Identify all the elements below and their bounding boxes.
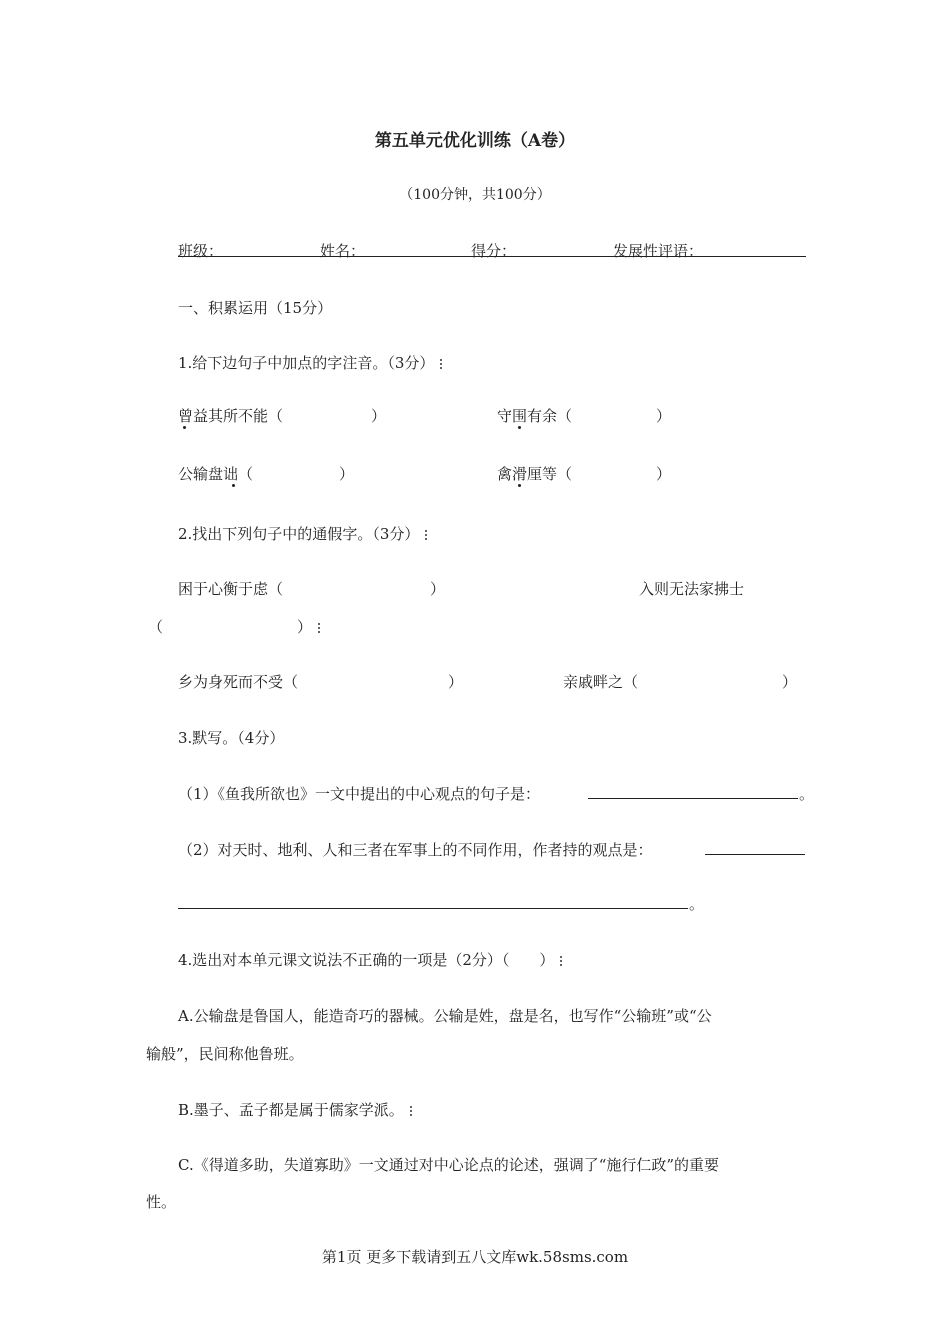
q2-item-2-close: ） [297, 616, 320, 637]
q2-item-2: 入则无法家拂士 [639, 580, 745, 598]
q1-item-1-close: ） [371, 407, 387, 425]
q1-item-3: 公输盘诎（ [178, 465, 254, 483]
q2-item-3: 乡为身死而不受（ [178, 673, 299, 691]
question-3-stem: 3.默写。（4分） [178, 729, 285, 747]
answer-blank [178, 908, 688, 909]
emphasis-dot [183, 426, 186, 429]
answer-blank [705, 854, 805, 855]
q3-part-2-end: 。 [689, 895, 705, 913]
q2-item-3-close: ） [448, 673, 464, 691]
q1-item-2: 守围有余（ [497, 407, 573, 425]
q1-item-2-close: ） [656, 407, 672, 425]
exam-duration: （100分钟，共100分） [399, 187, 551, 203]
page-title: 第五单元优化训练（A卷） [374, 131, 576, 151]
option-c-line-1: C.《得道多助，失道寡助》一文通过对中心论点的论述，强调了“施行仁政”的重要 [178, 1156, 720, 1174]
comment-label: 发展性评语： [613, 242, 704, 260]
option-c-line-2: 性。 [146, 1193, 177, 1211]
info-underline [178, 256, 806, 257]
question-2-stem: 2.找出下列句子中的通假字。（3分） [178, 523, 427, 544]
q2-item-1: 困于心衡于虑（ [178, 580, 284, 598]
ellipsis-icon [410, 1104, 412, 1118]
section-heading: 一、积累运用（15分） [178, 299, 333, 317]
score-label: 得分： [471, 242, 517, 260]
emphasis-dot [518, 484, 521, 487]
q2-item-1-close: ） [430, 580, 446, 598]
ellipsis-icon [318, 621, 320, 635]
q1-item-3-close: ） [339, 465, 355, 483]
option-a-line-2: 输般”，民间称他鲁班。 [146, 1045, 304, 1063]
ellipsis-icon [560, 954, 562, 968]
q1-item-1: 曾益其所不能（ [178, 407, 284, 425]
answer-blank [588, 798, 798, 799]
q2-item-4: 亲戚畔之（ [563, 673, 639, 691]
name-label: 姓名： [320, 242, 366, 260]
q2-item-4-close: ） [782, 673, 798, 691]
question-4-stem: 4.选出对本单元课文说法不正确的一项是（2分）（ ） [178, 949, 562, 970]
q3-part-2: （2）对天时、地利、人和三者在军事上的不同作用，作者持的观点是： [178, 841, 653, 859]
ellipsis-icon [425, 528, 427, 542]
question-1-stem: 1.给下边句子中加点的字注音。（3分） [178, 352, 442, 373]
q1-item-4-close: ） [656, 465, 672, 483]
q2-item-2-open: （ [148, 618, 164, 636]
q3-part-1-end: 。 [799, 785, 815, 803]
q3-part-1: （1）《鱼我所欲也》一文中提出的中心观点的句子是： [178, 785, 541, 803]
page-footer: 第1页 更多下载请到五八文库wk.58sms.com [321, 1248, 629, 1266]
option-b: B.墨子、孟子都是属于儒家学派。 [178, 1099, 412, 1120]
q1-item-4: 禽滑厘等（ [497, 465, 573, 483]
ellipsis-icon [440, 357, 442, 371]
class-label: 班级： [178, 242, 224, 260]
emphasis-dot [232, 484, 235, 487]
emphasis-dot [518, 426, 521, 429]
option-a-line-1: A.公输盘是鲁国人，能造奇巧的器械。公输是姓，盘是名，也写作“公输班”或“公 [178, 1007, 712, 1025]
